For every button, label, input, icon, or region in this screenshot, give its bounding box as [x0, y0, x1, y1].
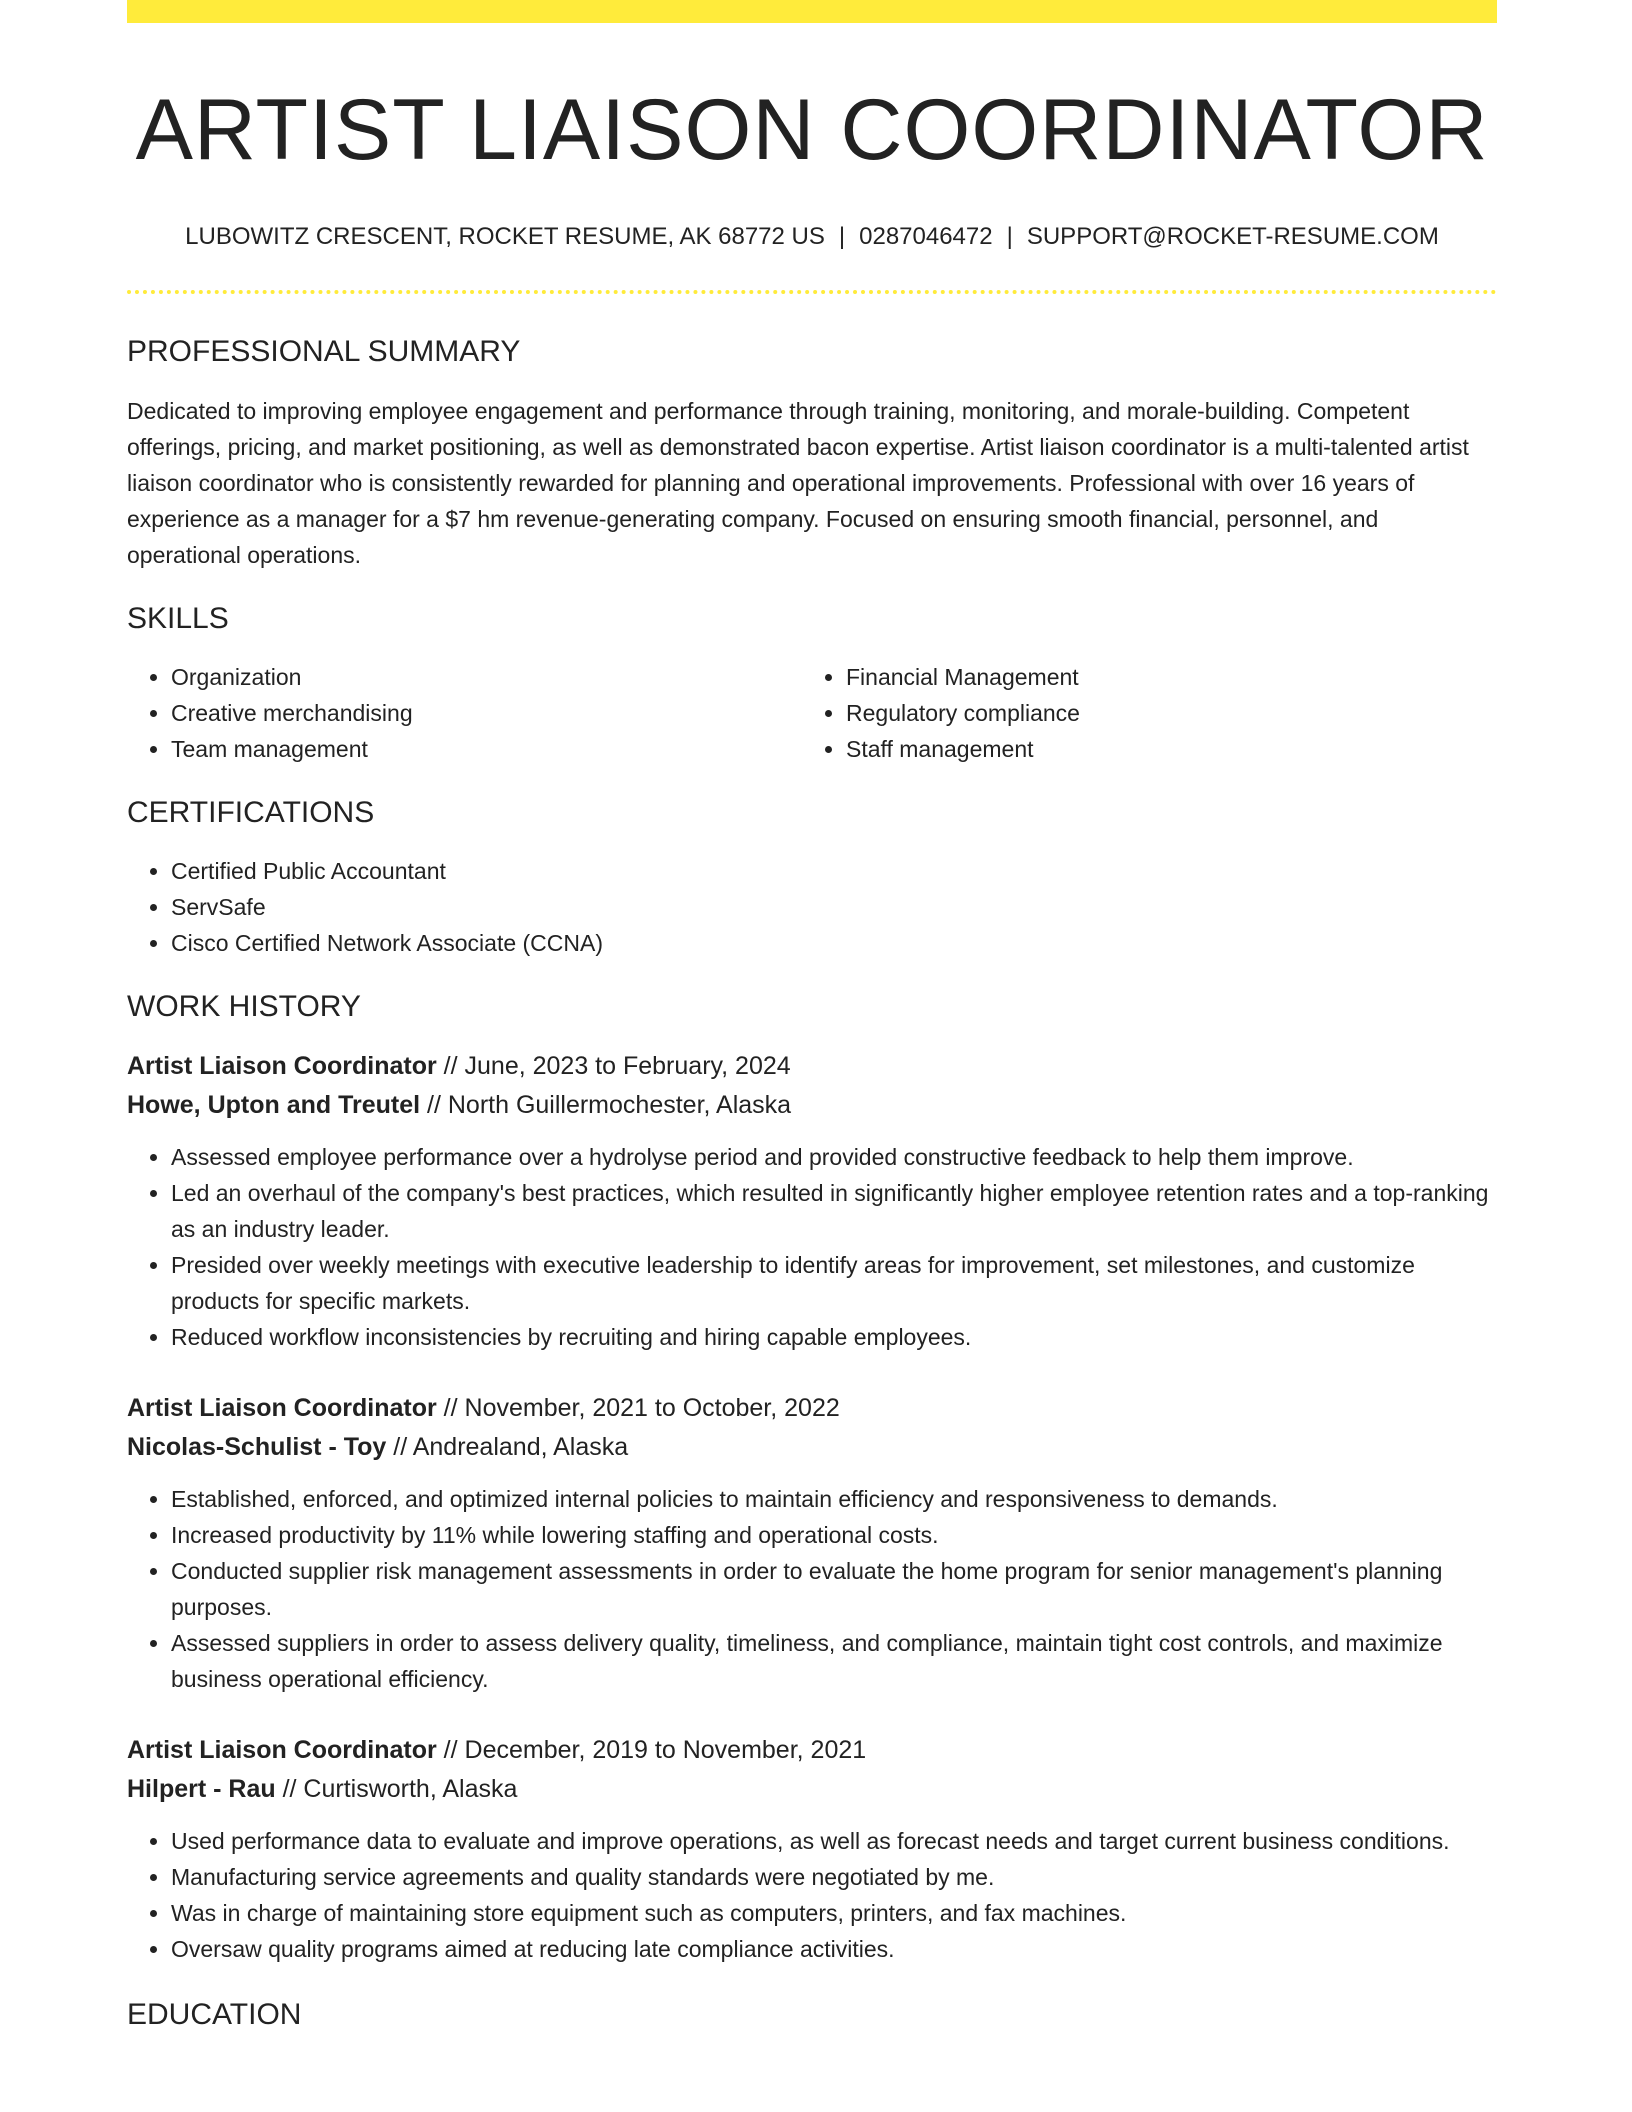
skill-item: • Regulatory compliance	[846, 695, 1477, 731]
job-location: // North Guillermochester, Alaska	[420, 1091, 792, 1119]
skill-item: • Organization	[171, 659, 802, 695]
resume-content	[127, 0, 1497, 2033]
skill-item: • Financial Management	[846, 659, 1477, 695]
certification-item: • Cisco Certified Network Associate (CCNA)	[171, 925, 1497, 961]
job-bullets	[127, 1823, 1497, 1967]
certifications-heading: CERTIFICATIONS	[127, 796, 375, 829]
job-location: // Andrealand, Alaska	[386, 1433, 629, 1461]
header-divider	[127, 290, 1497, 294]
job-bullet: • Used performance data to evaluate and improve operations, as well as forecast needs and target current business conditions.	[171, 1823, 1497, 1859]
education-heading: EDUCATION	[127, 1998, 302, 2031]
job-bullet: • Assessed suppliers in order to assess delivery quality, timeliness, and compliance, maintain tight cost controls, and maximize business operational efficiency.	[171, 1625, 1497, 1697]
job-entry	[127, 1389, 1497, 1697]
skill-item: • Staff management	[846, 731, 1477, 767]
job-role-line	[127, 1047, 1497, 1086]
skills-heading: SKILLS	[127, 602, 229, 635]
resume-name: ARTIST LIAISON COORDINATOR	[135, 82, 1489, 178]
contact-email: SUPPORT@ROCKET-RESUME.COM	[1026, 223, 1439, 250]
job-company: Howe, Upton and Treutel	[127, 1091, 421, 1119]
job-role-line	[127, 1389, 1497, 1428]
job-role: Artist Liaison Coordinator	[127, 1394, 437, 1422]
job-bullet: • Reduced workflow inconsistencies by recruiting and hiring capable employees.	[171, 1319, 1497, 1355]
contact-separator: |	[1006, 223, 1013, 250]
skills-list-right	[802, 659, 1477, 767]
job-location: // Curtisworth, Alaska	[275, 1775, 518, 1803]
contact-line	[127, 222, 1497, 252]
job-bullet: • Was in charge of maintaining store equipment such as computers, printers, and fax machines.	[171, 1895, 1497, 1931]
certification-item: • ServSafe	[171, 889, 1497, 925]
skills-grid	[127, 659, 1497, 767]
job-entry	[127, 1047, 1497, 1355]
job-entry	[127, 1731, 1497, 1967]
job-bullet: • Conducted supplier risk management assessments in order to evaluate the home program for senior management's planning purposes.	[171, 1553, 1497, 1625]
job-role: Artist Liaison Coordinator	[127, 1736, 437, 1764]
job-role-line	[127, 1731, 1497, 1770]
contact-phone: 0287046472	[859, 223, 993, 250]
contact-separator: |	[838, 223, 846, 250]
job-bullet: • Manufacturing service agreements and quality standards were negotiated by me.	[171, 1859, 1497, 1895]
job-company: Hilpert - Rau	[127, 1775, 276, 1803]
job-bullet: • Assessed employee performance over a hydrolyse period and provided constructive feedback to help them improve.	[171, 1139, 1497, 1175]
job-company: Nicolas-Schulist - Toy	[127, 1433, 387, 1461]
job-role: Artist Liaison Coordinator	[127, 1052, 437, 1080]
job-dates: // November, 2021 to October, 2022	[436, 1394, 840, 1422]
contact-address: LUBOWITZ CRESCENT, ROCKET RESUME, AK 68772 US	[185, 223, 825, 250]
certification-item: • Certified Public Accountant	[171, 853, 1497, 889]
job-bullets	[127, 1481, 1497, 1697]
job-bullets	[127, 1139, 1497, 1355]
skill-item: • Creative merchandising	[171, 695, 802, 731]
job-company-line	[127, 1428, 1497, 1467]
work-history-heading: WORK HISTORY	[127, 990, 361, 1023]
job-bullet: • Led an overhaul of the company's best practices, which resulted in significantly higher employee retention rates and a top-ranking as an industry leader.	[171, 1175, 1497, 1247]
job-company-line	[127, 1086, 1497, 1125]
job-bullet: • Established, enforced, and optimized internal policies to maintain efficiency and responsiveness to demands.	[171, 1481, 1497, 1517]
job-dates: // June, 2023 to February, 2024	[436, 1052, 791, 1080]
certifications-list	[127, 853, 1497, 961]
job-dates: // December, 2019 to November, 2021	[436, 1736, 867, 1764]
job-bullet: • Presided over weekly meetings with executive leadership to identify areas for improvement, set milestones, and customize products for specific markets.	[171, 1247, 1497, 1319]
summary-heading: PROFESSIONAL SUMMARY	[127, 335, 521, 368]
job-bullet: • Increased productivity by 11% while lowering staffing and operational costs.	[171, 1517, 1497, 1553]
skills-list-left	[127, 659, 802, 767]
job-bullet: • Oversaw quality programs aimed at reducing late compliance activities.	[171, 1931, 1497, 1967]
skill-item: • Team management	[171, 731, 802, 767]
job-company-line	[127, 1770, 1497, 1809]
summary-text: Dedicated to improving employee engagement and performance through training, monitoring, and morale-building. Competent offerings, pricing, and market positioning, as well as demonstrated bacon expertise. Artist liaison coordinator is a multi-talented artist liaison coordinator who is consistently rewarded for planning and operational improvements. Professional with over 16 years of experience as a manager for a $7 hm revenue-generating company. Focused on ensuring smooth financial, personnel, and operational operations.	[127, 398, 1469, 568]
